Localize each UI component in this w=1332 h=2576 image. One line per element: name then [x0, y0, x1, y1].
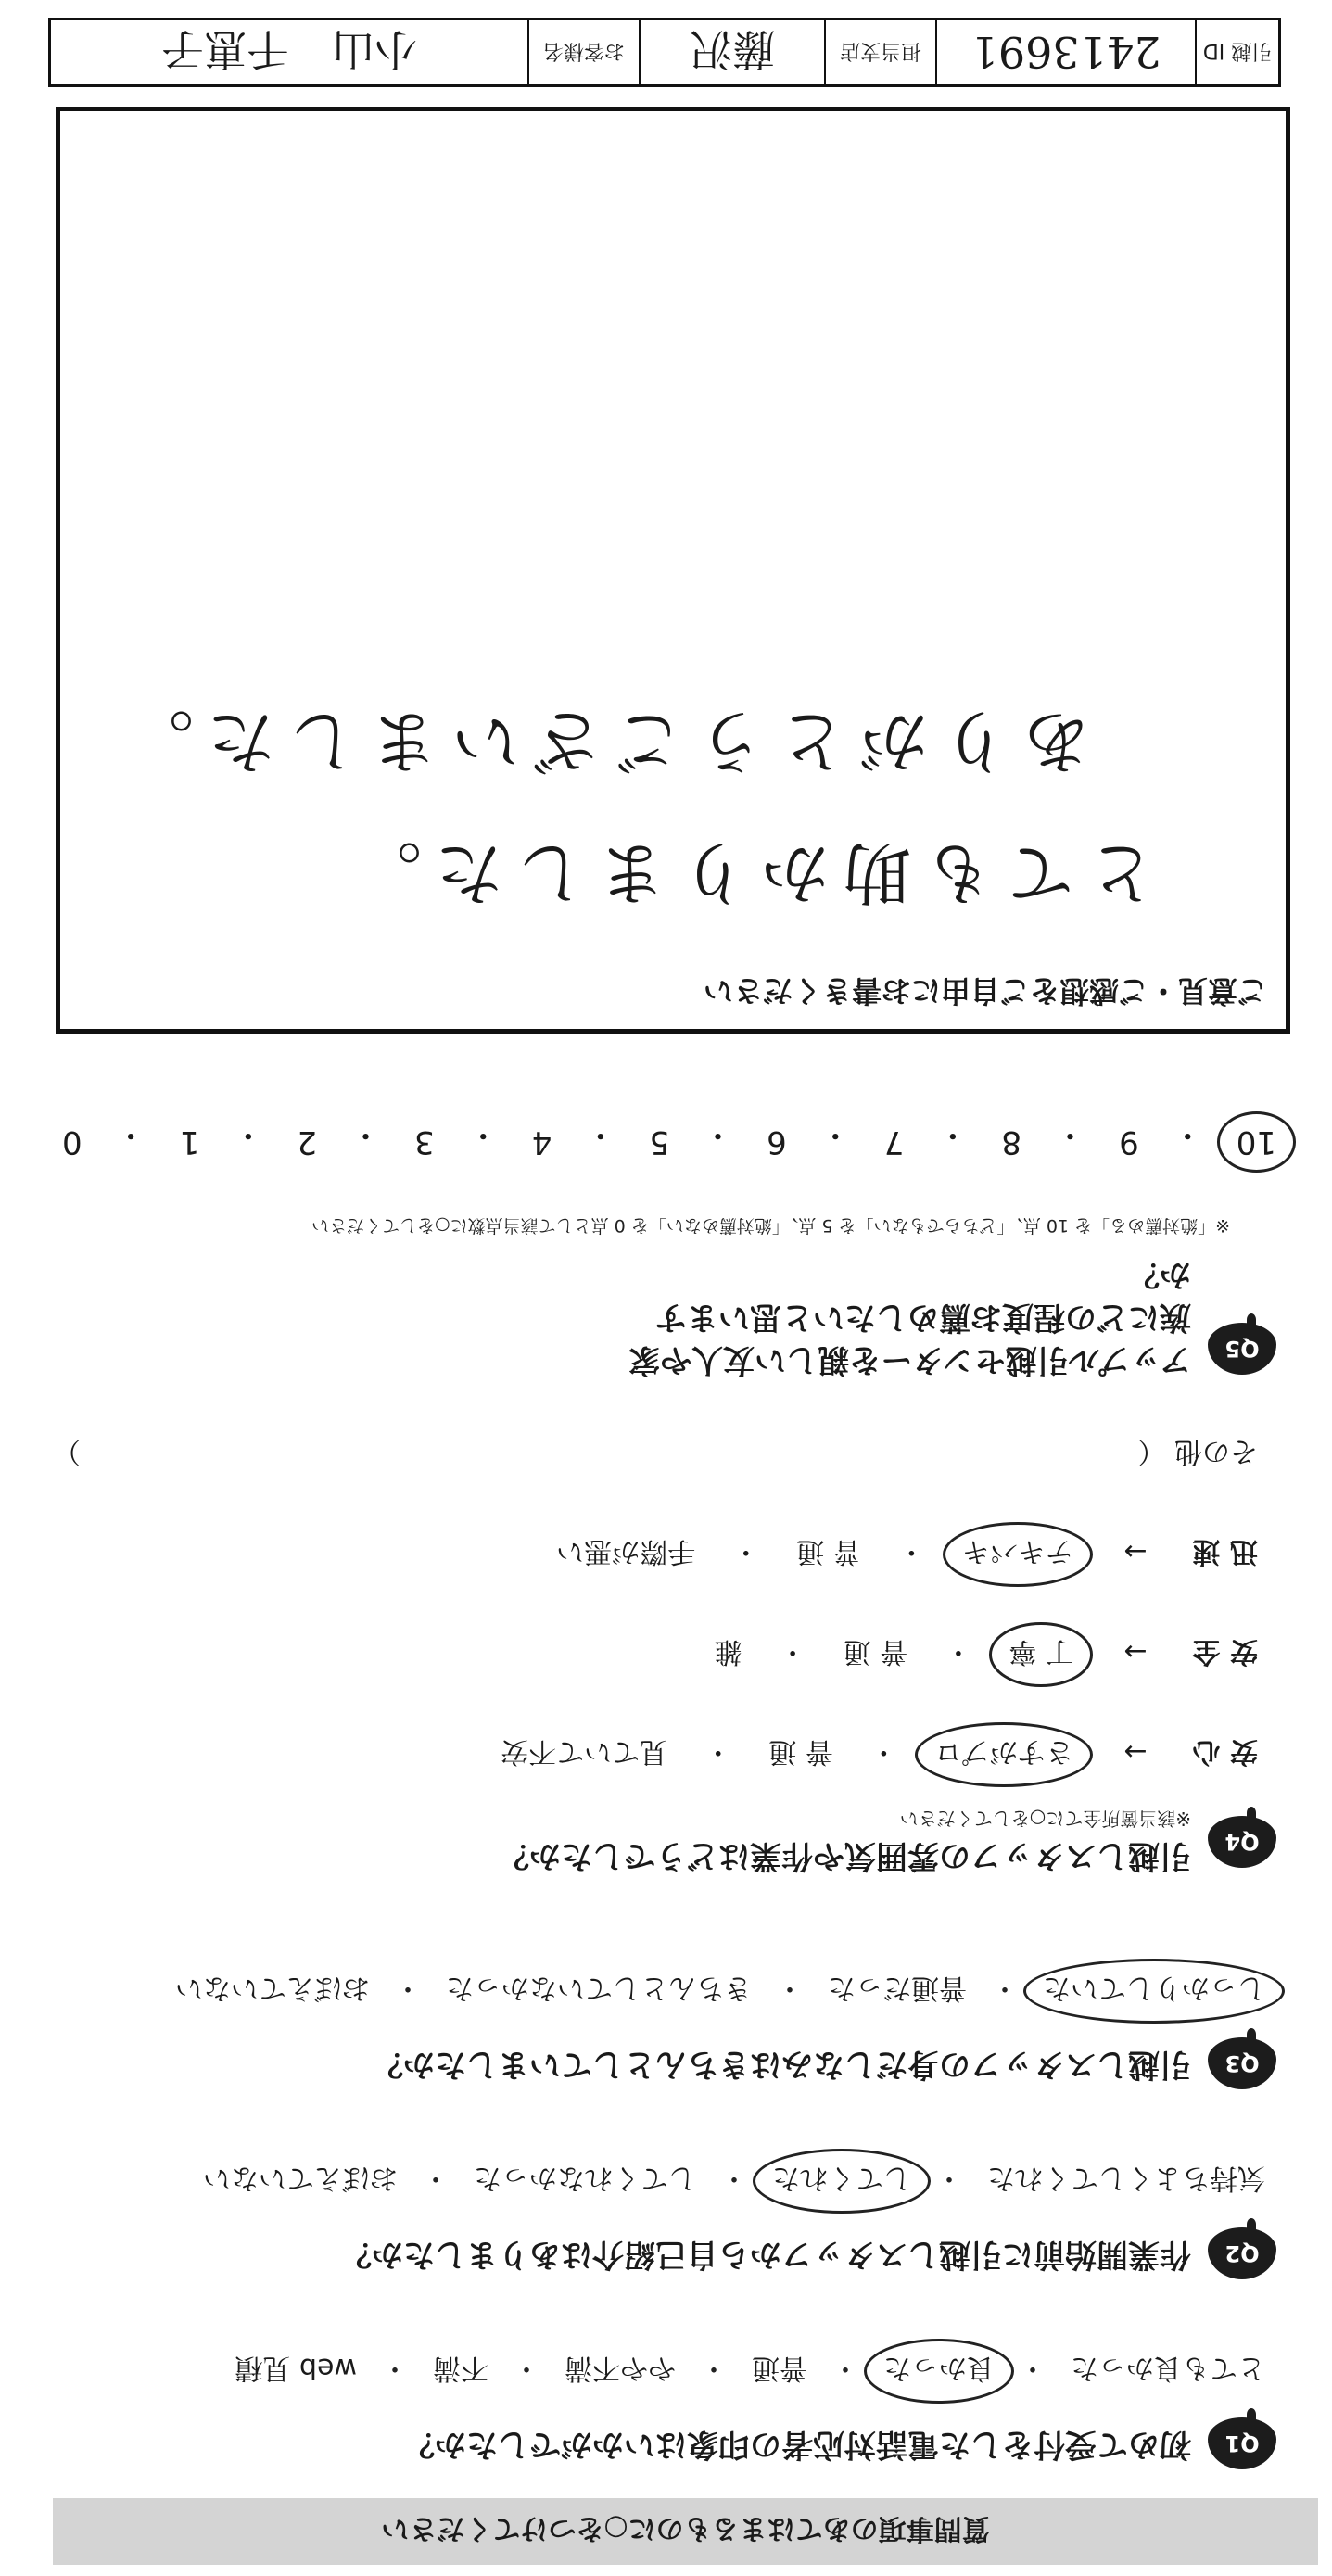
arrow-right-icon: → [1123, 1735, 1148, 1769]
q4-row-2-option-2[interactable]: 普 通 [843, 1635, 908, 1669]
comment-line-1: とても助かりました。 [340, 832, 1156, 912]
q5-selected-circle: 10 [1217, 1111, 1296, 1173]
q3-option-3[interactable]: きちんとしていなかった [446, 1972, 752, 2004]
q3-option-4[interactable]: おぼえていない [175, 1972, 370, 2004]
arrow-right-icon: → [1123, 1635, 1148, 1669]
q2-selected-circle: してくれた [753, 2149, 931, 2214]
customer-value-cell[interactable]: 小山 千恵子 [161, 24, 417, 75]
q5-note: ※「絶対薦める」を 10 点、「どちらでもない」を 5 点、「絶対薦めない」を 0 点として該当点数に○をしてください [311, 1215, 1230, 1237]
arrow-right-icon: → [1123, 1535, 1148, 1568]
info-table [48, 18, 1281, 87]
q4-row-3-option-3[interactable]: 手際が悪い [556, 1535, 696, 1568]
instruction-text: 質問事項のあてはまるものに○をつけてください [381, 2512, 990, 2544]
q5-score-2[interactable]: 2 [297, 1123, 317, 1161]
q2-options: 気持ちよくしてくれた ・ してくれた ・ してくれなかった ・ おぼえていない [203, 2161, 1265, 2202]
branch-value-cell[interactable]: 藤沢 [639, 20, 824, 84]
q4-row-2-option-3[interactable]: 雑 [714, 1635, 742, 1669]
q5-score-9[interactable]: 9 [1119, 1123, 1139, 1161]
q3-option-1[interactable] [1043, 1971, 1265, 2011]
q4-row-1-option-1[interactable] [934, 1735, 1073, 1768]
q5-badge: Q5 [1208, 1323, 1276, 1375]
question-q1 [235, 2351, 1276, 2469]
q2-option-3[interactable]: してくれなかった [474, 2162, 696, 2194]
q1-option-2[interactable] [883, 2351, 995, 2392]
q4-row-2: 安 全 → 丁 寧 ・ 普 通 ・ 雑 [53, 1634, 1258, 1675]
q5-score-6[interactable]: 6 [767, 1123, 787, 1161]
q4-row-1-option-3[interactable]: 見ていて不安 [501, 1735, 668, 1769]
q5-score-3[interactable]: 3 [414, 1123, 435, 1161]
q4-row-3-label: 迅 速 [1192, 1535, 1258, 1568]
q4-row-1-option-2[interactable]: 普 通 [768, 1735, 833, 1769]
q4-row-2-option-1[interactable] [1009, 1635, 1073, 1668]
q5-score-5[interactable]: 5 [649, 1123, 670, 1161]
q3-text: 引越しスタッフの身だしなみはきちんとしていましたか？ [372, 2045, 1191, 2083]
q3-selected-circle: しっかりしていた [1023, 1959, 1285, 2024]
q1-option-1[interactable]: とても良かった [1071, 2352, 1265, 2384]
q5-score-10[interactable] [1237, 1115, 1276, 1161]
q4-row-1-selected-circle: さすがプロ [915, 1722, 1093, 1787]
comment-title: ご意見・ご感想をご自由にお書きください [703, 973, 1267, 1009]
q4-row-2-selected-circle: 丁 寧 [989, 1622, 1093, 1687]
q1-option-4[interactable]: やや不満 [565, 2352, 676, 2384]
q2-option-2[interactable] [772, 2161, 911, 2202]
q4-row-3-option-1[interactable] [962, 1535, 1073, 1567]
q4-other-close: ） [53, 1435, 81, 1468]
q4-note: ※該当箇所全てに○をしてください [899, 1808, 1191, 1831]
q2-option-1[interactable]: 気持ちよくしてくれた [987, 2162, 1265, 2194]
q4-other-label[interactable]: その他 （ [1137, 1435, 1258, 1468]
question-q4 [53, 1434, 1276, 1876]
q5-score-0[interactable]: 0 [62, 1123, 82, 1161]
q1-option-5[interactable]: 不満 [433, 2352, 488, 2384]
q2-option-4[interactable]: おぼえていない [203, 2162, 398, 2194]
q4-other [53, 1434, 1258, 1475]
q1-option-3[interactable]: 普通 [752, 2352, 807, 2384]
q4-row-3-selected-circle: テキパキ [943, 1522, 1093, 1587]
q5-text: アップル引越センターを親しい友人や家族にどの程度お薦めしたいと思いますか？ [628, 1256, 1191, 1378]
q4-row-1: 安 心 → さすがプロ ・ 普 通 ・ 見ていて不安 [53, 1734, 1258, 1775]
comment-line-2: ありがとうございました。 [112, 701, 1091, 780]
q4-row-3: 迅 速 → テキパキ ・ 普 通 ・ 手際が悪い [53, 1534, 1258, 1575]
customer-label-cell: お客様名 [527, 20, 639, 84]
q4-row-2-label: 安 全 [1192, 1635, 1258, 1669]
q5-score-1[interactable]: 1 [179, 1123, 200, 1161]
q5-score-4[interactable]: 4 [531, 1123, 552, 1161]
q4-row-3-option-2[interactable]: 普 通 [796, 1535, 861, 1568]
question-q3 [175, 1971, 1276, 2089]
question-q2 [203, 2161, 1276, 2279]
q5-score-8[interactable]: 8 [1001, 1123, 1022, 1161]
q1-option-6[interactable]: web 見積 [235, 2352, 357, 2384]
id-label-cell: 引越 ID [1195, 20, 1278, 84]
q4-row-1-label: 安 心 [1192, 1735, 1258, 1769]
question-q5 [62, 1115, 1276, 1380]
q4-badge: Q4 [1208, 1816, 1276, 1868]
q3-badge: Q3 [1208, 2037, 1276, 2089]
comment-box[interactable] [56, 107, 1290, 1034]
q5-score-7[interactable]: 7 [883, 1123, 905, 1161]
q3-options: しっかりしていた ・ 普通だった ・ きちんとしていなかった ・ おぼえていない [175, 1971, 1265, 2011]
q3-option-2[interactable]: 普通だった [828, 1972, 967, 2004]
id-value-cell[interactable]: 2413691 [935, 20, 1195, 84]
q1-badge: Q1 [1208, 2417, 1276, 2469]
q5-scale: 10 ・ 9 ・ 8 ・ 7 ・ 6 ・ 5 ・ 4 ・ 3 ・ 2 ・ 1 ・ 0 [62, 1115, 1276, 1161]
branch-label-cell: 担当支店 [824, 20, 935, 84]
q1-text: 初めて受付をした電話対応者の印象はいかがでしたか？ [403, 2425, 1191, 2463]
q1-selected-circle: 良かった [864, 2339, 1014, 2404]
q4-text: 引越しスタッフの雰囲気や作業はどうでしたか？ [498, 1837, 1191, 1874]
q2-badge: Q2 [1208, 2227, 1276, 2279]
q1-options: とても良かった ・ 良かった ・ 普通 ・ やや不満 ・ 不満 ・ web 見積 [235, 2351, 1265, 2392]
q2-text: 作業開始前に引越しスタッフから自己紹介はありましたか？ [340, 2235, 1191, 2273]
instruction-banner [53, 2498, 1318, 2565]
